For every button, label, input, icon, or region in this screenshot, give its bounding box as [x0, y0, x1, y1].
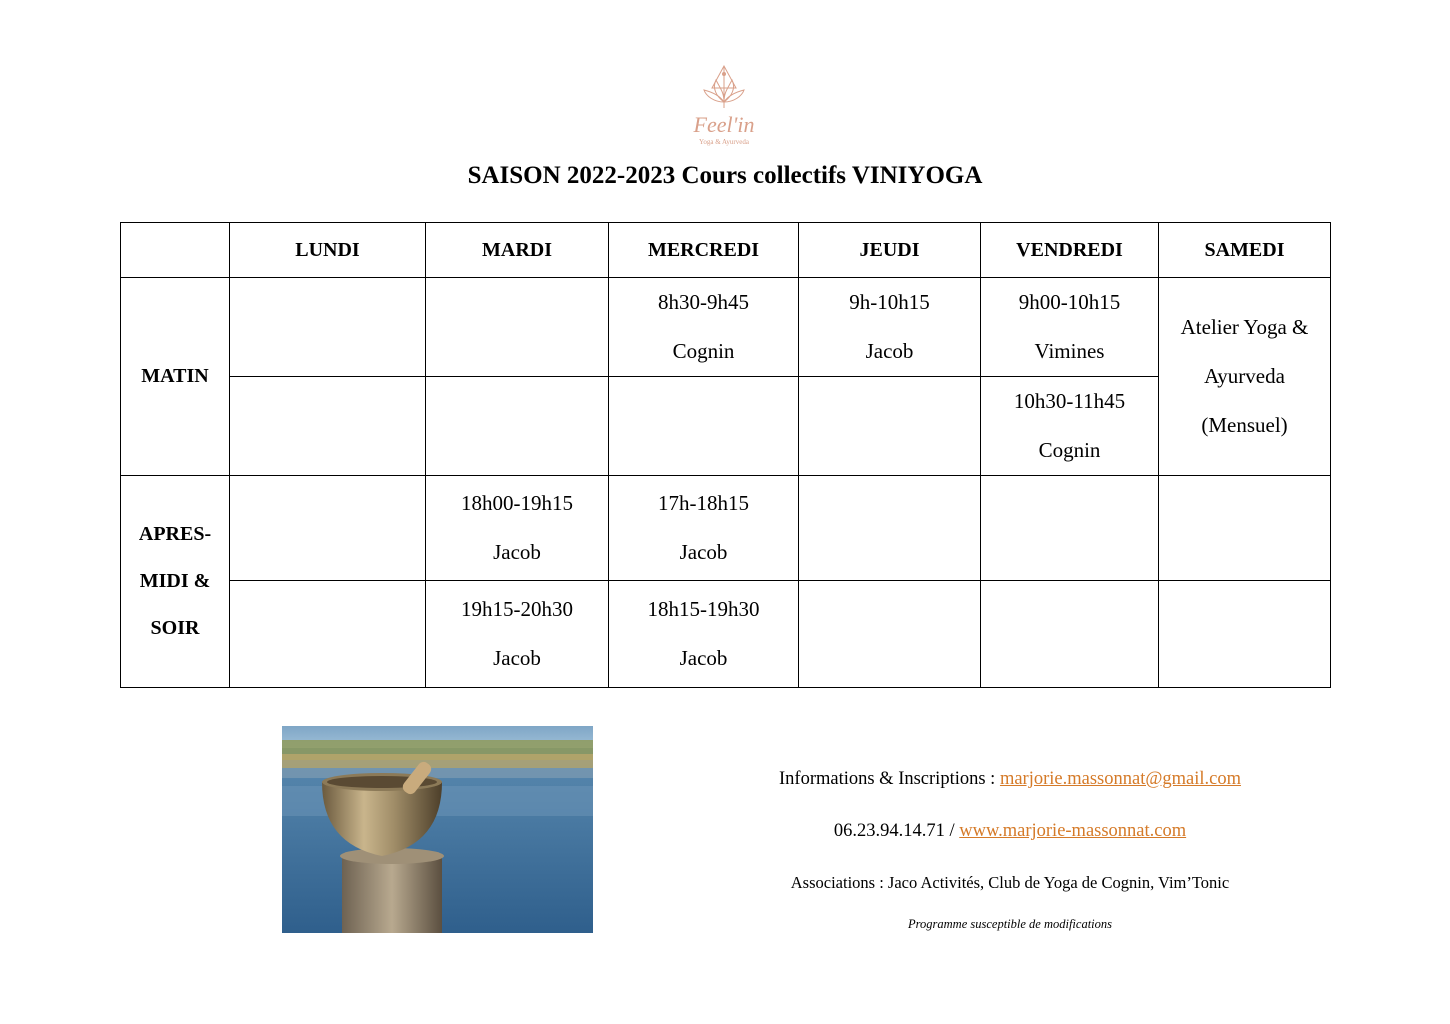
slot-time: 9h-10h15: [849, 290, 930, 314]
info-associations: Associations : Jaco Activités, Club de Yoga de Cognin, Vim’Tonic: [790, 873, 1230, 892]
class-slot: [426, 581, 609, 688]
slot-frequency: (Mensuel): [1201, 413, 1288, 437]
day-header-mercredi: MERCREDI: [609, 223, 799, 278]
schedule-table: [120, 222, 1331, 688]
slot-title: Ayurveda: [1204, 364, 1285, 388]
singing-bowl-image: [282, 726, 593, 933]
slot-place: Cognin: [1038, 438, 1101, 462]
cell-empty: [230, 377, 426, 476]
row-label-apres-midi-soir: [121, 476, 230, 688]
row-label-matin: MATIN: [121, 278, 230, 476]
corner-cell: [121, 223, 230, 278]
class-slot: [609, 581, 799, 688]
slot-place: Jacob: [679, 646, 728, 670]
cell-empty: [1159, 476, 1331, 581]
class-slot: [981, 377, 1159, 476]
slot-place: Jacob: [865, 339, 914, 363]
feelin-logo: [676, 62, 772, 150]
slot-time: 18h00-19h15: [461, 491, 573, 515]
soir-row-1: [121, 476, 1331, 581]
cell-empty: [981, 581, 1159, 688]
email-link[interactable]: marjorie.massonnat@gmail.com: [999, 769, 1241, 789]
day-header-vendredi: VENDREDI: [981, 223, 1159, 278]
class-slot: [799, 278, 981, 377]
row-label-line: APRES-: [138, 523, 212, 545]
day-header-lundi: LUNDI: [230, 223, 426, 278]
day-header-samedi: SAMEDI: [1159, 223, 1331, 278]
page-title: SAISON 2022-2023 Cours collectifs VINIYOGA: [467, 162, 983, 189]
class-slot: [609, 476, 799, 581]
header-row: [121, 223, 1331, 278]
row-label-line: SOIR: [150, 617, 200, 639]
cell-empty: [230, 476, 426, 581]
day-header-jeudi: JEUDI: [799, 223, 981, 278]
info-label: Informations & Inscriptions :: [779, 769, 1000, 789]
cell-empty: [799, 377, 981, 476]
slot-time: 17h-18h15: [658, 491, 749, 515]
class-slot: [426, 476, 609, 581]
cell-empty: [1159, 581, 1331, 688]
slot-place: Jacob: [679, 540, 728, 564]
phone-number: 06.23.94.14.71 /: [833, 821, 960, 841]
class-slot-samedi-atelier: [1159, 278, 1331, 476]
matin-row-2: [121, 377, 1331, 476]
slot-place: Jacob: [493, 646, 541, 670]
cell-empty: [230, 581, 426, 688]
svg-text:Feel'in: Feel'in: [693, 112, 755, 137]
day-header-mardi: MARDI: [426, 223, 609, 278]
website-link[interactable]: www.marjorie-massonnat.com: [959, 821, 1187, 841]
class-slot: [609, 278, 799, 377]
cell-empty: [981, 476, 1159, 581]
lotus-logo-icon: [676, 62, 772, 150]
slot-place: Jacob: [493, 540, 541, 564]
cell-empty: [609, 377, 799, 476]
slot-title: Atelier Yoga &: [1180, 315, 1309, 339]
slot-time: 8h30-9h45: [658, 290, 749, 314]
slot-place: Cognin: [672, 339, 735, 363]
cell-empty: [799, 476, 981, 581]
svg-text:Yoga & Ayurveda: Yoga & Ayurveda: [699, 138, 749, 146]
slot-time: 10h30-11h45: [1013, 389, 1126, 413]
matin-row-1: [121, 278, 1331, 377]
soir-row-2: [121, 581, 1331, 688]
cell-empty: [799, 581, 981, 688]
info-inscriptions: [700, 769, 1320, 790]
row-label-line: MIDI &: [139, 570, 211, 592]
cell-empty: [426, 278, 609, 377]
slot-time: 9h00-10h15: [1018, 290, 1121, 314]
class-slot: [981, 278, 1159, 377]
slot-place: Vimines: [1034, 339, 1105, 363]
cell-empty: [230, 278, 426, 377]
info-contact: [700, 821, 1320, 842]
slot-time: 19h15-20h30: [461, 597, 573, 621]
cell-empty: [426, 377, 609, 476]
singing-bowl-photo: [282, 726, 593, 933]
info-note: Programme susceptible de modifications: [907, 917, 1113, 931]
slot-time: 18h15-19h30: [647, 597, 760, 621]
